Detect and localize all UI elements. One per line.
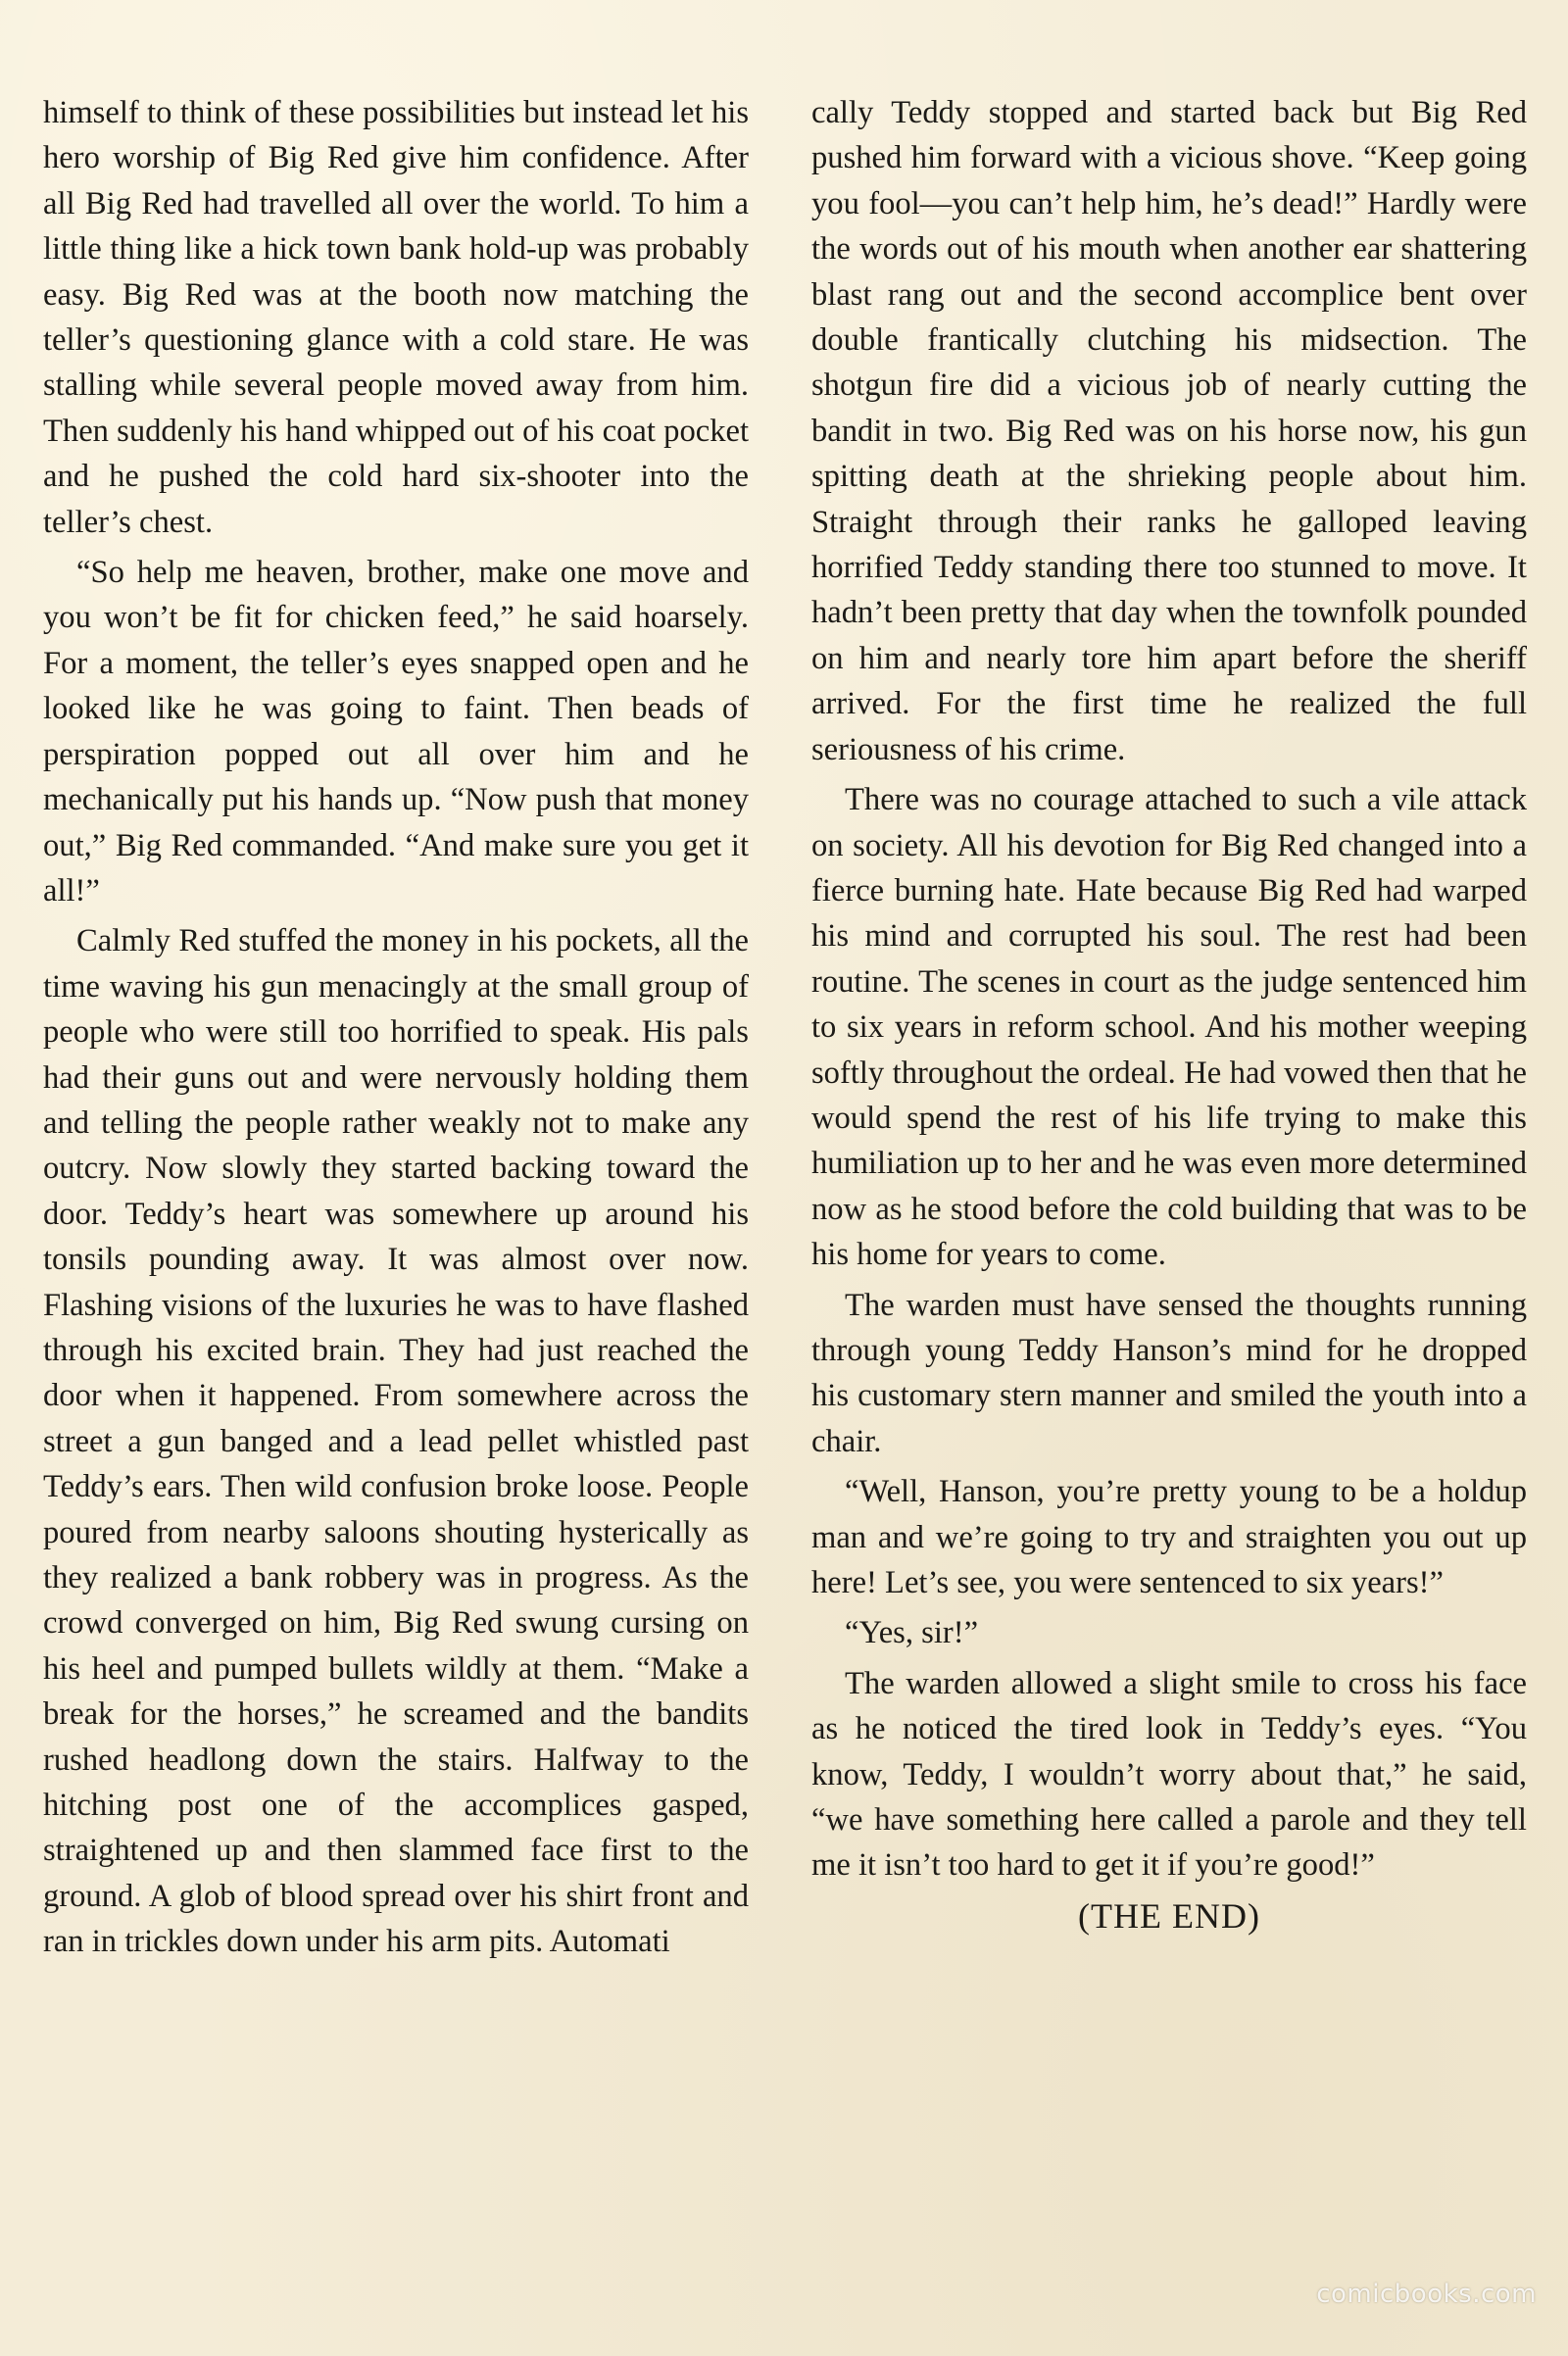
story-paragraph: The warden must have sensed the thoughts running through young Teddy Hanson’s mind for he dropped his customary stern manner and smiled the youth into a chair. (811, 1287, 1527, 1459)
story-paragraph: “So help me heaven, brother, make one move and you won’t be fit for chicken feed,” he said hoarsely. For a moment, the teller’s eyes snapped open and he looked like he was going to faint. Then beads of perspiration popped out all over him and he mechanically put his hands up. “Now push that money out,” Big Red commanded. “And make sure you get it all!” (43, 555, 749, 908)
story-paragraph: cally Teddy stopped and started back but Big Red pushed him forward with a vicious shove. “Keep going you fool—you can’t help him, he’s dead!” Hardly were the words out of his mouth when another ear shattering blast rang out and the second accomplice bent over double frantically clutching his midsection. The shotgun fire did a vicious job of nearly cutting the bandit in two. Big Red was on his horse now, his gun spitting death at the shrieking people about him. Straight through their ranks he galloped leaving horrified Teddy standing there too stunned to move. It hadn’t been pretty that day when the townfolk pounded on him and nearly tore him apart before the sheriff arrived. For the first time he realized the full seriousness of his crime. (811, 95, 1527, 767)
right-text-column (811, 90, 1527, 1943)
left-text-column (43, 90, 749, 1970)
story-paragraph: “Yes, sir!” (845, 1615, 979, 1651)
story-paragraph: himself to think of these possibilities but instead let his hero worship of Big Red give him confidence. After all Big Red had travelled all over the world. To him a little thing like a hick town bank hold-up was probably easy. Big Red was at the booth now matching the teller’s questioning glance with a cold stare. He was stalling while several people moved away from him. Then suddenly his hand whipped out of his coat pocket and he pushed the cold hard six-shooter into the teller’s chest. (43, 95, 749, 540)
the-end-mark: (THE END) (1078, 1895, 1260, 1936)
story-paragraph: “Well, Hanson, you’re pretty young to be a holdup man and we’re going to try and straighten you out up here! Let’s see, you were sentenced to six years!” (811, 1474, 1527, 1600)
story-paragraph: Calmly Red stuffed the money in his pockets, all the time waving his gun menacingly at the small group of people who were still too horrified to speak. His pals had their guns out and were nervously holding them and telling the people rather weakly not to make any outcry. Now slowly they started backing toward the door. Teddy’s heart was somewhere up around his tonsils pounding away. It was almost over now. Flashing visions of the luxuries he was to have flashed through his excited brain. They had just reached the door when it happened. From somewhere across the street a gun banged and a lead pellet whistled past Teddy’s ears. Then wild confusion broke loose. People poured from nearby saloons shouting hysterically as they realized a bank robbery was in progress. As the crowd converged on him, Big Red swung cursing on his heel and pumped bullets wildly at them. “Make a break for the horses,” he screamed and the bandits rushed headlong down the stairs. Halfway to the hitching post one of the accomplices gasped, straightened up and then slammed face first to the ground. A glob of blood spread over his shirt front and ran in trickles down under his arm pits. Automati (43, 923, 749, 1960)
story-paragraph: There was no courage attached to such a vile attack on society. All his devotion for Big Red changed into a fierce burning hate. Hate because Big Red had warped his mind and corrupted his soul. The rest had been routine. The scenes in court as the judge sentenced him to six years in reform school. And his mother weeping softly throughout the ordeal. He had vowed then that he would spend the rest of his life trying to make this humiliation up to her and he was even more determined now as he stood before the cold building that was to be his home for years to come. (811, 782, 1527, 1273)
site-watermark: comicbooks.com (1316, 2280, 1537, 2309)
story-paragraph: The warden allowed a slight smile to cross his face as he noticed the tired look in Teddy’s eyes. “You know, Teddy, I wouldn’t worry about that,” he said, “we have something here called a parole and they tell me it isn’t too hard to get it if you’re good!” (811, 1665, 1527, 1884)
